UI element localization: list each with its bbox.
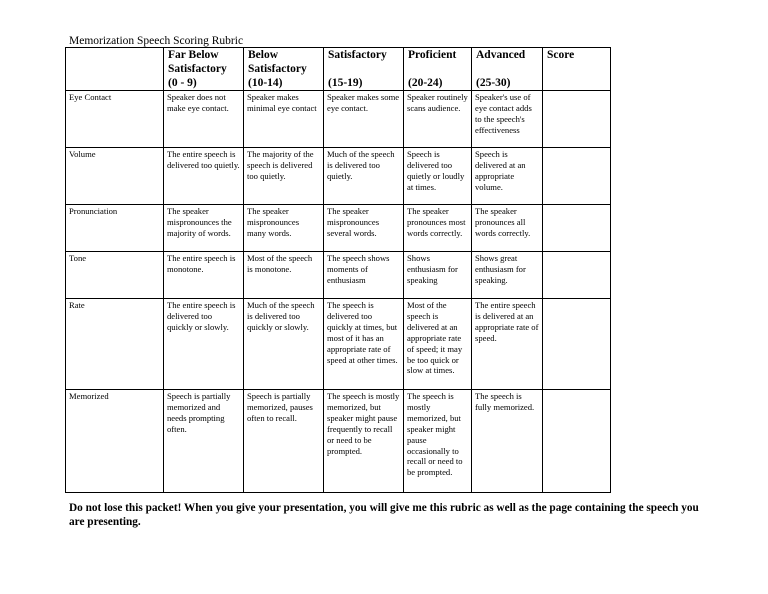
rubric-cell: Speaker does not make eye contact.: [164, 91, 244, 148]
rubric-cell: The speech is fully memorized.: [472, 390, 543, 493]
rubric-cell: Much of the speech is delivered too quickly or slowly.: [244, 299, 324, 390]
column-header-line2: [408, 62, 467, 76]
column-header-range: (20-24): [408, 77, 443, 89]
rubric-cell: The majority of the speech is delivered too quietly.: [244, 148, 324, 205]
corner-cell: [66, 48, 164, 91]
rubric-cell: Speech is partially memorized and needs prompting often.: [164, 390, 244, 493]
rubric-cell: Speech is delivered at an appropriate volume.: [472, 148, 543, 205]
column-header-range: (10-14): [248, 77, 283, 89]
rubric-cell: The entire speech is delivered too quietly.: [164, 148, 244, 205]
rubric-cell: Speaker makes some eye contact.: [324, 91, 404, 148]
rubric-cell: The speech is delivered too quickly at times, but most of it has an appropriate rate of speed at other times.: [324, 299, 404, 390]
criterion-label: Memorized: [66, 390, 164, 493]
score-cell[interactable]: [543, 148, 611, 205]
rubric-cell: Speech is partially memorized, pauses often to recall.: [244, 390, 324, 493]
rubric-cell: The entire speech is delivered too quickly or slowly.: [164, 299, 244, 390]
criterion-label: Eye Contact: [66, 91, 164, 148]
rubric-cell: The entire speech is delivered at an appropriate rate of speed.: [472, 299, 543, 390]
rubric-cell: Most of the speech is delivered at an appropriate rate of speed; it may be too quick or slow at times.: [404, 299, 472, 390]
rubric-cell: Much of the speech is delivered too quietly.: [324, 148, 404, 205]
column-header-line1: Far Below: [168, 49, 219, 61]
column-header-line1: Score: [547, 49, 575, 61]
rubric-row-rate: [66, 299, 611, 390]
column-header-line2: Satisfactory: [248, 63, 307, 75]
rubric-cell: Speech is delivered too quietly or loudly at times.: [404, 148, 472, 205]
rubric-row-volume: [66, 148, 611, 205]
rubric-cell: The speaker pronounces most words correctly.: [404, 205, 472, 252]
column-header-below-satisfactory: [244, 48, 324, 91]
column-header-far-below-satisfactory: [164, 48, 244, 91]
column-header-line2: Satisfactory: [168, 63, 227, 75]
column-header-line1: Advanced: [476, 49, 526, 61]
column-header-score: [543, 48, 611, 91]
score-cell[interactable]: [543, 91, 611, 148]
scoring-rubric-table: [65, 47, 611, 493]
column-header-line1: Below: [248, 49, 279, 61]
column-header-proficient: [404, 48, 472, 91]
document-title: Memorization Speech Scoring Rubric: [69, 35, 244, 47]
rubric-cell: The speech shows moments of enthusiasm: [324, 252, 404, 299]
rubric-cell: The speech is mostly memorized, but speaker might pause frequently to recall or need to be prompted.: [324, 390, 404, 493]
rubric-row-eye-contact: [66, 91, 611, 148]
rubric-cell: The speaker mispronounces the majority of words.: [164, 205, 244, 252]
rubric-cell: Speaker's use of eye contact adds to the speech's effectiveness: [472, 91, 543, 148]
criterion-label: Pronunciation: [66, 205, 164, 252]
rubric-cell: Most of the speech is monotone.: [244, 252, 324, 299]
column-header-line1: Satisfactory: [328, 49, 387, 61]
score-cell[interactable]: [543, 390, 611, 493]
column-header-range: (15-19): [328, 77, 363, 89]
criterion-label: Rate: [66, 299, 164, 390]
criterion-label: Tone: [66, 252, 164, 299]
rubric-cell: Speaker makes minimal eye contact: [244, 91, 324, 148]
rubric-cell: Speaker routinely scans audience.: [404, 91, 472, 148]
rubric-cell: The speech is mostly memorized, but speaker might pause occasionally to recall or need to be prompted.: [404, 390, 472, 493]
rubric-cell: Shows great enthusiasm for speaking.: [472, 252, 543, 299]
rubric-cell: The entire speech is monotone.: [164, 252, 244, 299]
rubric-row-memorized: [66, 390, 611, 493]
rubric-cell: The speaker mispronounces several words.: [324, 205, 404, 252]
rubric-cell: Shows enthusiasm for speaking: [404, 252, 472, 299]
packet-instructions-note: Do not lose this packet! When you give your presentation, you will give me this rubric as well as the page containing the speech you are presenting.: [69, 502, 699, 528]
score-cell[interactable]: [543, 205, 611, 252]
column-header-line2: [476, 62, 538, 76]
column-header-line2: [328, 62, 399, 76]
rubric-row-tone: [66, 252, 611, 299]
column-header-line1: Proficient: [408, 49, 457, 61]
column-header-range: (25-30): [476, 77, 511, 89]
column-header-satisfactory: [324, 48, 404, 91]
column-header-range: (0 - 9): [168, 77, 197, 89]
criterion-label: Volume: [66, 148, 164, 205]
rubric-cell: The speaker pronounces all words correctly.: [472, 205, 543, 252]
rubric-cell: The speaker mispronounces many words.: [244, 205, 324, 252]
header-row: [66, 48, 611, 91]
score-cell[interactable]: [543, 299, 611, 390]
score-cell[interactable]: [543, 252, 611, 299]
rubric-row-pronunciation: [66, 205, 611, 252]
column-header-advanced: [472, 48, 543, 91]
